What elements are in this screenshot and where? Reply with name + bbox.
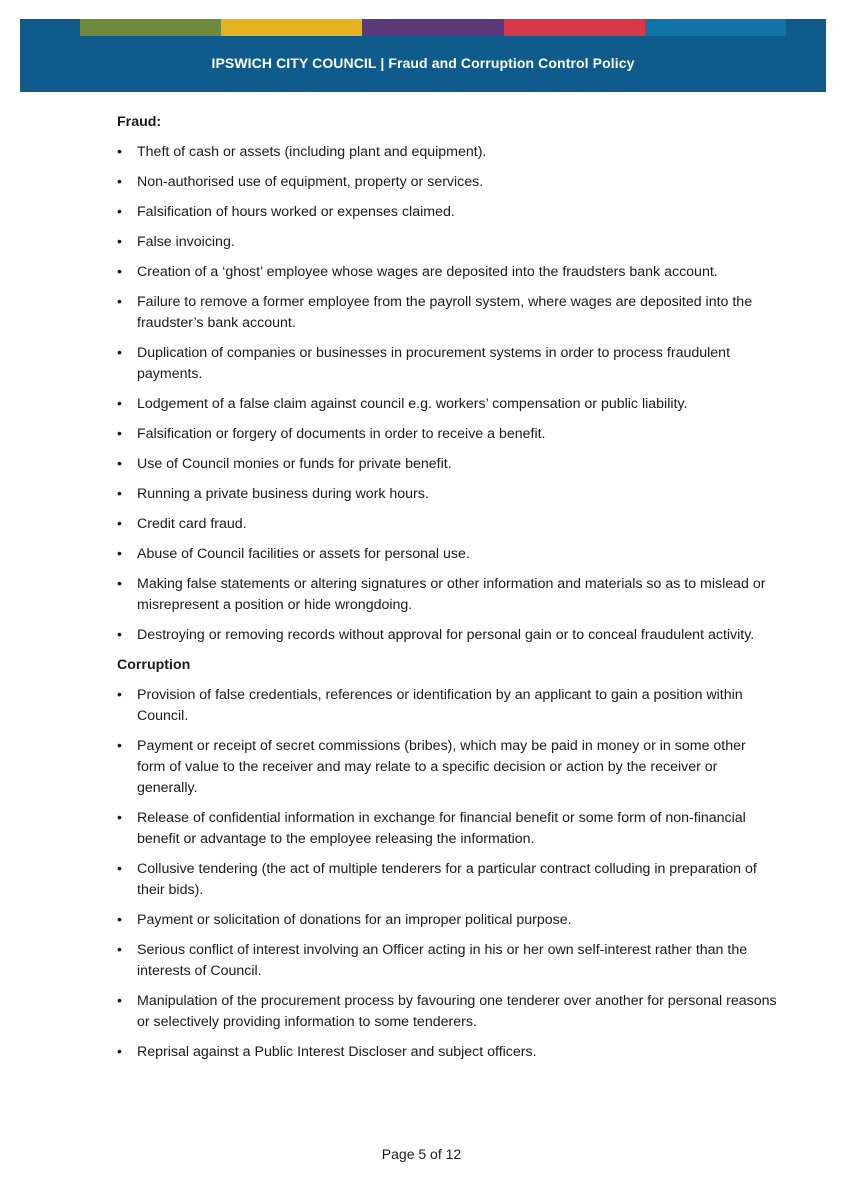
bullet-icon: • [117, 426, 122, 442]
list-item-text: Reprisal against a Public Interest Discloser and subject officers. [137, 1044, 537, 1060]
list-item-text: Destroying or removing records without approval for personal gain or to conceal fraudulent activity. [137, 627, 755, 643]
bullet-icon: • [117, 204, 122, 220]
corruption-list-item [117, 991, 777, 1033]
fraud-list-item [117, 262, 777, 283]
bullet-icon: • [117, 174, 122, 190]
header-color-strip [80, 19, 786, 36]
fraud-list-item [117, 424, 777, 445]
page-content [117, 112, 777, 1072]
bullet-icon: • [117, 144, 122, 160]
list-item-text: False invoicing. [137, 234, 235, 250]
bullet-icon: • [117, 345, 122, 361]
list-item-text: Provision of false credentials, references or identification by an applicant to gain a position within Council. [137, 687, 743, 724]
fraud-heading: Fraud: [117, 114, 162, 130]
fraud-list-item [117, 574, 777, 616]
fraud-list-item [117, 142, 777, 163]
list-item-text: Making false statements or altering signatures or other information and materials so as to mislead or misrepresent a position or hide wrongdoing. [137, 576, 766, 613]
fraud-list-item [117, 394, 777, 415]
list-item-text: Theft of cash or assets (including plant and equipment). [137, 144, 487, 160]
corruption-list-item [117, 859, 777, 901]
page-header [20, 19, 826, 92]
bullet-icon: • [117, 234, 122, 250]
strip-segment-yellow [221, 19, 362, 36]
fraud-list-item [117, 232, 777, 253]
bullet-icon: • [117, 576, 122, 592]
bullet-icon: • [117, 294, 122, 310]
bullet-icon: • [117, 264, 122, 280]
bullet-icon: • [117, 396, 122, 412]
list-item-text: Running a private business during work hours. [137, 486, 429, 502]
bullet-icon: • [117, 942, 122, 958]
list-item-text: Failure to remove a former employee from the payroll system, where wages are deposited into the fraudster’s bank account. [137, 294, 753, 331]
bullet-icon: • [117, 687, 122, 703]
page-number: Page 5 of 12 [381, 1146, 462, 1162]
list-item-text: Falsification or forgery of documents in order to receive a benefit. [137, 426, 546, 442]
fraud-list-item [117, 625, 777, 646]
fraud-list-item [117, 343, 777, 385]
strip-segment-green [80, 19, 221, 36]
list-item-text: Credit card fraud. [137, 516, 247, 532]
strip-segment-red [504, 19, 645, 36]
bullet-icon: • [117, 486, 122, 502]
corruption-list-item [117, 910, 777, 931]
fraud-list-item [117, 484, 777, 505]
fraud-list-item [117, 514, 777, 535]
list-item-text: Use of Council monies or funds for private benefit. [137, 456, 452, 472]
list-item-text: Serious conflict of interest involving an Officer acting in his or her own self-interest rather than the interests of Council. [137, 942, 748, 979]
corruption-list-item [117, 685, 777, 727]
fraud-list-item [117, 544, 777, 565]
fraud-list-item [117, 454, 777, 475]
bullet-icon: • [117, 546, 122, 562]
fraud-list-item [117, 292, 777, 334]
document-title: IPSWICH CITY COUNCIL | Fraud and Corruption Control Policy [211, 55, 635, 71]
fraud-list-item [117, 172, 777, 193]
fraud-list-item [117, 202, 777, 223]
list-item-text: Payment or solicitation of donations for an improper political purpose. [137, 912, 572, 928]
bullet-icon: • [117, 516, 122, 532]
bullet-icon: • [117, 627, 122, 643]
bullet-icon: • [117, 810, 122, 826]
corruption-list-item [117, 1042, 777, 1063]
list-item-text: Abuse of Council facilities or assets for personal use. [137, 546, 470, 562]
bullet-icon: • [117, 912, 122, 928]
list-item-text: Lodgement of a false claim against council e.g. workers’ compensation or public liability. [137, 396, 688, 412]
strip-segment-blue [645, 19, 786, 36]
bullet-icon: • [117, 993, 122, 1009]
strip-segment-purple [362, 19, 503, 36]
corruption-list [117, 685, 777, 1063]
list-item-text: Collusive tendering (the act of multiple tenderers for a particular contract colluding in preparation of their bids). [137, 861, 757, 898]
corruption-list-item [117, 940, 777, 982]
list-item-text: Payment or receipt of secret commissions (bribes), which may be paid in money or in some other form of value to the receiver and may relate to a specific decision or action by the receiver or generally. [137, 738, 746, 796]
list-item-text: Creation of a ‘ghost’ employee whose wages are deposited into the fraudsters bank account. [137, 264, 718, 280]
list-item-text: Duplication of companies or businesses in procurement systems in order to process fraudulent payments. [137, 345, 731, 382]
bullet-icon: • [117, 1044, 122, 1060]
fraud-list [117, 142, 777, 646]
bullet-icon: • [117, 861, 122, 877]
list-item-text: Manipulation of the procurement process by favouring one tenderer over another for personal reasons or selectively providing information to some tenderers. [137, 993, 777, 1030]
list-item-text: Non-authorised use of equipment, property or services. [137, 174, 484, 190]
bullet-icon: • [117, 456, 122, 472]
bullet-icon: • [117, 738, 122, 754]
list-item-text: Release of confidential information in exchange for financial benefit or some form of non-financial benefit or advantage to the employee releasing the information. [137, 810, 746, 847]
corruption-list-item [117, 736, 777, 799]
corruption-heading: Corruption [117, 657, 191, 673]
list-item-text: Falsification of hours worked or expenses claimed. [137, 204, 455, 220]
corruption-list-item [117, 808, 777, 850]
